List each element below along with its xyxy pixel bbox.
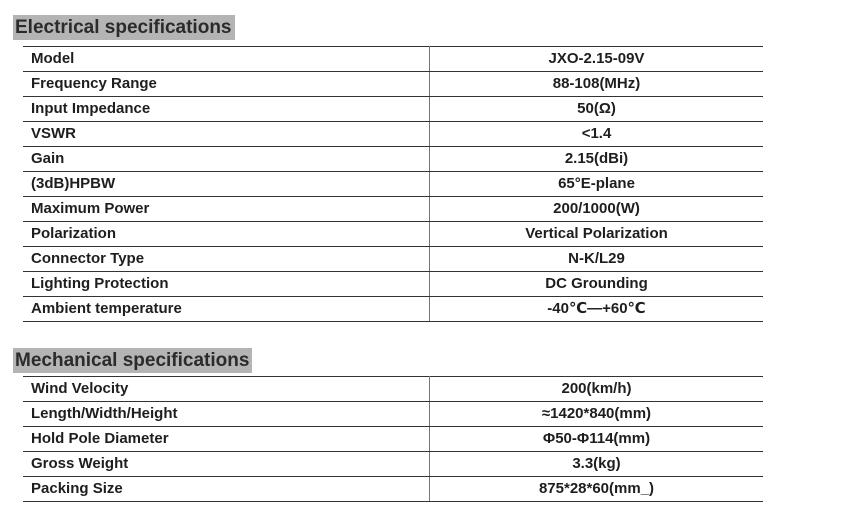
param-label: Model <box>23 47 430 72</box>
table-row <box>23 97 763 122</box>
param-label: Lighting Protection <box>23 272 430 297</box>
param-value: DC Grounding <box>430 272 764 297</box>
param-label: Packing Size <box>23 477 430 502</box>
param-label: Gross Weight <box>23 452 430 477</box>
table-row <box>23 297 763 322</box>
param-value: 2.15(dBi) <box>430 147 764 172</box>
table-row <box>23 452 763 477</box>
param-value: 875*28*60(mm_) <box>430 477 764 502</box>
param-label: Hold Pole Diameter <box>23 427 430 452</box>
param-value: Φ50-Φ114(mm) <box>430 427 764 452</box>
param-label: Maximum Power <box>23 197 430 222</box>
param-value: 200/1000(W) <box>430 197 764 222</box>
table-row <box>23 402 763 427</box>
electrical-spec-table <box>23 46 763 322</box>
table-row <box>23 172 763 197</box>
param-label: Frequency Range <box>23 72 430 97</box>
param-value: N-K/L29 <box>430 247 764 272</box>
param-label: VSWR <box>23 122 430 147</box>
param-value: ≈1420*840(mm) <box>430 402 764 427</box>
mechanical-section-title: Mechanical specifications <box>13 348 252 373</box>
table-row <box>23 122 763 147</box>
param-value: 3.3(kg) <box>430 452 764 477</box>
table-row <box>23 427 763 452</box>
param-label: Input Impedance <box>23 97 430 122</box>
mechanical-spec-table <box>23 376 763 502</box>
table-row <box>23 247 763 272</box>
param-label: Wind Velocity <box>23 377 430 402</box>
param-label: Length/Width/Height <box>23 402 430 427</box>
electrical-section-title: Electrical specifications <box>13 15 235 40</box>
table-row <box>23 222 763 247</box>
param-value: <1.4 <box>430 122 764 147</box>
param-value: 200(km/h) <box>430 377 764 402</box>
param-label: (3dB)HPBW <box>23 172 430 197</box>
param-value: 50(Ω) <box>430 97 764 122</box>
table-row <box>23 47 763 72</box>
param-value: Vertical Polarization <box>430 222 764 247</box>
table-row <box>23 147 763 172</box>
table-row <box>23 72 763 97</box>
param-label: Connector Type <box>23 247 430 272</box>
param-value: 65°E-plane <box>430 172 764 197</box>
table-row <box>23 477 763 502</box>
table-row <box>23 197 763 222</box>
param-value: JXO-2.15-09V <box>430 47 764 72</box>
param-label: Polarization <box>23 222 430 247</box>
table-row <box>23 377 763 402</box>
param-label: Gain <box>23 147 430 172</box>
param-value: 88-108(MHz) <box>430 72 764 97</box>
param-value: -40℃—+60℃ <box>430 297 764 322</box>
param-label: Ambient temperature <box>23 297 430 322</box>
table-row <box>23 272 763 297</box>
